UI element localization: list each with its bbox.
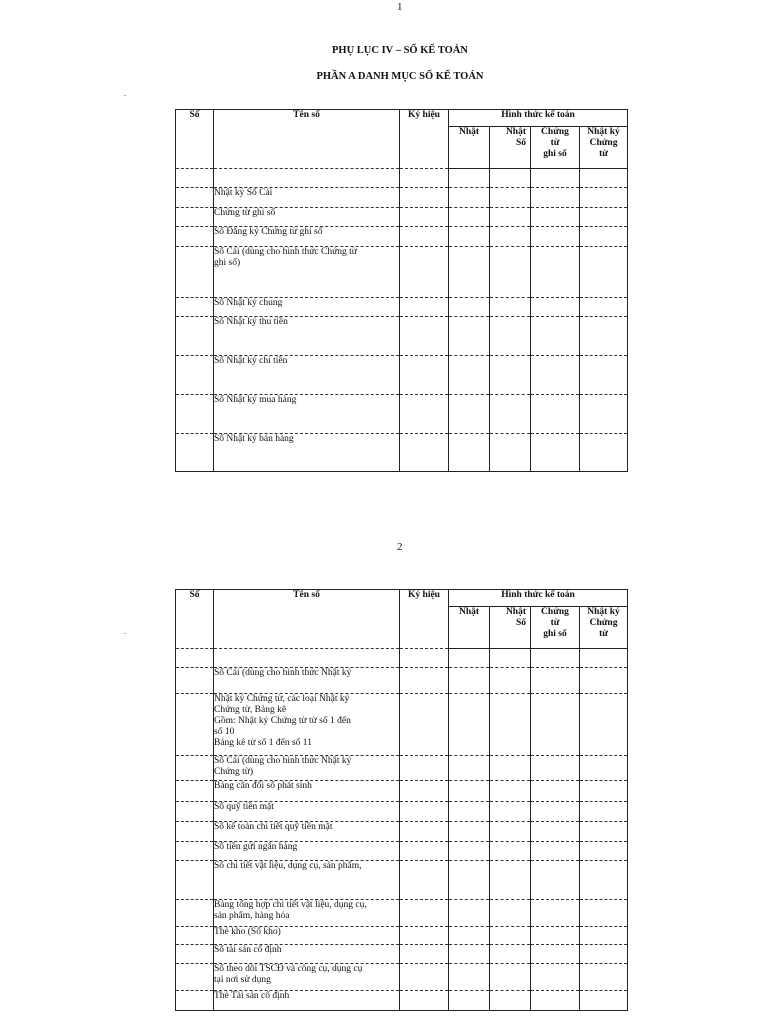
table-cell — [490, 649, 531, 668]
table-cell — [400, 842, 449, 861]
table-cell — [176, 356, 214, 395]
table-cell — [214, 649, 400, 668]
table-cell — [400, 861, 449, 900]
table-cell — [490, 945, 531, 964]
table-cell — [176, 668, 214, 694]
page-number: 1 — [397, 1, 403, 13]
table-cell — [449, 208, 490, 227]
table-cell — [176, 964, 214, 991]
table-cell — [531, 649, 580, 668]
ledger-name-text: Chứng từ ghi sổ — [214, 208, 276, 218]
table-cell — [580, 842, 628, 861]
table-cell — [449, 434, 490, 472]
table-cell — [531, 298, 580, 317]
col-header-ky-hieu: Ký hiệu — [400, 590, 449, 649]
table-row — [176, 945, 628, 964]
table-cell — [449, 227, 490, 247]
table-row — [176, 208, 628, 227]
ledger-name-text: Sổ quỹ tiền mặt — [214, 802, 274, 812]
col-header-hinh-thuc: Hình thức kế toán — [449, 110, 628, 127]
ledger-name — [214, 395, 400, 434]
table-cell — [214, 169, 400, 188]
table-cell — [176, 247, 214, 298]
ledger-name — [214, 802, 400, 822]
table-cell — [580, 927, 628, 945]
ledger-name — [214, 247, 400, 298]
ledger-name-text: Sổ Cái (dùng cho hình thức Nhật ký Chứng từ) — [214, 756, 352, 777]
table-row — [176, 842, 628, 861]
table-cell — [490, 842, 531, 861]
table-cell — [490, 395, 531, 434]
ledger-name-text: Bảng cân đối số phát sinh — [214, 781, 312, 791]
table-cell — [580, 668, 628, 694]
table-cell — [449, 861, 490, 900]
table-cell — [400, 298, 449, 317]
table-row-blank — [176, 649, 628, 668]
table-cell — [531, 927, 580, 945]
table-cell — [580, 317, 628, 356]
table-cell — [176, 298, 214, 317]
table-cell — [400, 668, 449, 694]
table-cell — [400, 927, 449, 945]
table-cell — [490, 822, 531, 842]
col-header-chung-tu-ghi-so: Chứng từ ghi sổ — [531, 607, 580, 649]
ledger-name-text: Sổ tiền gửi ngân hàng — [214, 842, 298, 852]
table-row-blank — [176, 169, 628, 188]
table-cell — [531, 169, 580, 188]
table-row — [176, 395, 628, 434]
col-header-nhat: Nhật — [449, 607, 490, 649]
table-cell — [531, 208, 580, 227]
ledger-name — [214, 208, 400, 227]
table-row — [176, 900, 628, 927]
table-cell — [490, 927, 531, 945]
table-row — [176, 781, 628, 802]
table-cell — [490, 188, 531, 208]
table-cell — [449, 668, 490, 694]
table-cell — [176, 991, 214, 1011]
ledger-name-text: Sổ theo dõi TSCĐ và công cụ, dụng cụ tại nơi sử dụng — [214, 964, 363, 985]
table-cell — [490, 434, 531, 472]
table-cell — [449, 822, 490, 842]
table-cell — [449, 802, 490, 822]
ledger-name — [214, 822, 400, 842]
table-cell — [531, 356, 580, 395]
table-cell — [531, 991, 580, 1011]
table-cell — [531, 694, 580, 756]
table-cell — [449, 694, 490, 756]
table-cell — [580, 356, 628, 395]
col-header-ten-so: Tên sổ — [214, 110, 400, 169]
table-cell — [176, 395, 214, 434]
ledger-name-text: Sổ Cái (dùng cho hình thức Chứng từ ghi sổ) — [214, 247, 357, 268]
table-row — [176, 247, 628, 298]
ledger-name — [214, 694, 400, 756]
ledger-name-text: Sổ Cái (dùng cho hình thức Nhật ký — [214, 668, 352, 678]
ledger-name — [214, 781, 400, 802]
table-cell — [490, 208, 531, 227]
appendix-title: PHỤ LỤC IV – SỔ KẾ TOÁN — [332, 45, 468, 56]
table-cell — [580, 208, 628, 227]
table-cell — [449, 169, 490, 188]
ledger-name — [214, 945, 400, 964]
table-cell — [449, 991, 490, 1011]
table-cell — [400, 188, 449, 208]
table-cell — [580, 694, 628, 756]
table-cell — [580, 298, 628, 317]
ledger-name — [214, 964, 400, 991]
table-row — [176, 861, 628, 900]
ledger-name-text: Sổ Nhật ký thu tiền — [214, 317, 288, 327]
table-row — [176, 227, 628, 247]
table-cell — [531, 668, 580, 694]
col-header-nhat-so: Nhật Sổ — [490, 127, 531, 169]
col-header-ten-so: Tên sổ — [214, 590, 400, 649]
table-cell — [449, 317, 490, 356]
table-cell — [400, 649, 449, 668]
table-cell — [176, 169, 214, 188]
ledger-name-text: Sổ Nhật ký chi tiền — [214, 356, 288, 366]
table-cell — [490, 802, 531, 822]
ledger-name — [214, 668, 400, 694]
table-cell — [176, 802, 214, 822]
table-cell — [580, 247, 628, 298]
table-cell — [400, 395, 449, 434]
table-cell — [531, 434, 580, 472]
table-row — [176, 317, 628, 356]
table-cell — [176, 188, 214, 208]
ledger-name-text: Sổ Nhật ký bán hàng — [214, 434, 294, 444]
table-cell — [400, 247, 449, 298]
table-row — [176, 188, 628, 208]
ledger-name-text: Sổ kế toán chi tiết quỹ tiền mặt — [214, 822, 333, 832]
table-cell — [490, 756, 531, 781]
ledger-name-text: Sổ Đăng ký Chứng từ ghi sổ — [214, 227, 323, 237]
ledger-name — [214, 356, 400, 395]
table-cell — [490, 781, 531, 802]
ledger-name-text: Sổ chi tiết vật liệu, dụng cụ, sản phẩm, — [214, 861, 362, 871]
ledger-name — [214, 227, 400, 247]
table-cell — [176, 861, 214, 900]
margin-dot: . — [124, 627, 126, 636]
table-cell — [531, 842, 580, 861]
table-cell — [400, 781, 449, 802]
table-cell — [400, 945, 449, 964]
table-cell — [449, 842, 490, 861]
table-cell — [580, 900, 628, 927]
table-cell — [531, 227, 580, 247]
table-cell — [580, 781, 628, 802]
table-cell — [176, 649, 214, 668]
table-cell — [580, 395, 628, 434]
table-cell — [400, 356, 449, 395]
ledger-name-text: Nhật ký Chứng từ, các loại Nhật ký Chứng từ, Bảng kê Gồm: Nhật ký Chứng từ từ số 1 đến số 10 Bảng kê từ số 1 đến số 11 — [214, 694, 351, 748]
table-cell — [400, 900, 449, 927]
table-cell — [531, 964, 580, 991]
table-cell — [531, 395, 580, 434]
ledger-name-text: Sổ tài sản cố định — [214, 945, 282, 955]
table-cell — [449, 927, 490, 945]
table-cell — [449, 781, 490, 802]
table-cell — [449, 756, 490, 781]
table-cell — [490, 991, 531, 1011]
ledger-name-text: Thẻ kho (Sổ kho) — [214, 927, 281, 937]
table-row — [176, 298, 628, 317]
table-cell — [490, 298, 531, 317]
col-header-nhat-ky-chung-tu: Nhật ký Chứng từ — [580, 127, 628, 169]
table-cell — [580, 861, 628, 900]
ledger-name — [214, 991, 400, 1011]
table-row — [176, 822, 628, 842]
table-cell — [176, 822, 214, 842]
table-cell — [176, 927, 214, 945]
ledger-name-text: Thẻ Tài sản cố định — [214, 991, 290, 1001]
table-cell — [531, 900, 580, 927]
table-cell — [449, 900, 490, 927]
ledger-name — [214, 861, 400, 900]
ledger-name-text: Bảng tổng hợp chi tiết vật liệu, dụng cụ, sản phẩm, hàng hóa — [214, 900, 367, 921]
table-row — [176, 964, 628, 991]
table-cell — [400, 964, 449, 991]
table-cell — [176, 945, 214, 964]
table-cell — [531, 861, 580, 900]
table-row — [176, 991, 628, 1011]
table-cell — [400, 434, 449, 472]
ledger-name — [214, 927, 400, 945]
table-cell — [531, 802, 580, 822]
col-header-so: Số — [176, 590, 214, 649]
margin-dot: . — [124, 89, 126, 98]
table-row — [176, 802, 628, 822]
ledger-name-text: Nhật ký Sổ Cái — [214, 188, 273, 198]
ledger-name-text: Sổ Nhật ký chung — [214, 298, 283, 308]
table-cell — [400, 169, 449, 188]
table-cell — [176, 900, 214, 927]
table-cell — [490, 668, 531, 694]
ledger-name — [214, 900, 400, 927]
table-cell — [490, 964, 531, 991]
col-header-chung-tu-ghi-so: Chứng từ ghi sổ — [531, 127, 580, 169]
table-cell — [580, 169, 628, 188]
table-cell — [449, 945, 490, 964]
table-cell — [531, 317, 580, 356]
table-cell — [531, 781, 580, 802]
col-header-nhat: Nhật — [449, 127, 490, 169]
ledger-table — [175, 589, 628, 1011]
table-cell — [176, 434, 214, 472]
table-cell — [580, 227, 628, 247]
table-cell — [449, 649, 490, 668]
table-cell — [580, 434, 628, 472]
ledger-name — [214, 756, 400, 781]
table-cell — [449, 298, 490, 317]
table-cell — [580, 188, 628, 208]
table-cell — [490, 694, 531, 756]
table-cell — [449, 247, 490, 298]
ledger-name — [214, 317, 400, 356]
table-cell — [176, 842, 214, 861]
page-number: 2 — [397, 541, 403, 553]
col-header-so: Số — [176, 110, 214, 169]
col-header-ky-hieu: Ký hiệu — [400, 110, 449, 169]
table-cell — [531, 756, 580, 781]
table-cell — [449, 188, 490, 208]
table-cell — [400, 227, 449, 247]
table-cell — [400, 802, 449, 822]
table-cell — [490, 317, 531, 356]
table-cell — [531, 822, 580, 842]
table-cell — [490, 247, 531, 298]
table-cell — [176, 208, 214, 227]
table-row — [176, 756, 628, 781]
table-cell — [176, 781, 214, 802]
ledger-name — [214, 842, 400, 861]
table-cell — [580, 822, 628, 842]
ledger-name — [214, 298, 400, 317]
table-cell — [531, 188, 580, 208]
table-row — [176, 434, 628, 472]
table-cell — [400, 694, 449, 756]
ledger-name-text: Sổ Nhật ký mua hàng — [214, 395, 297, 405]
table-cell — [490, 900, 531, 927]
table-cell — [580, 756, 628, 781]
ledger-table — [175, 109, 628, 472]
table-cell — [580, 964, 628, 991]
table-cell — [490, 861, 531, 900]
table-cell — [531, 945, 580, 964]
table-row — [176, 927, 628, 945]
table-cell — [580, 802, 628, 822]
table-cell — [400, 208, 449, 227]
table-cell — [400, 317, 449, 356]
col-header-nhat-so: Nhật Sổ — [490, 607, 531, 649]
table-row — [176, 356, 628, 395]
table-row — [176, 694, 628, 756]
table-cell — [176, 756, 214, 781]
ledger-name — [214, 188, 400, 208]
table-cell — [580, 991, 628, 1011]
table-cell — [531, 247, 580, 298]
table-cell — [490, 169, 531, 188]
col-header-nhat-ky-chung-tu: Nhật ký Chứng từ — [580, 607, 628, 649]
table-cell — [490, 356, 531, 395]
col-header-hinh-thuc: Hình thức kế toán — [449, 590, 628, 607]
ledger-name — [214, 434, 400, 472]
table-cell — [449, 356, 490, 395]
table-cell — [449, 395, 490, 434]
section-title: PHẦN A DANH MỤC SỔ KẾ TOÁN — [316, 71, 484, 82]
table-cell — [449, 964, 490, 991]
table-cell — [580, 945, 628, 964]
table-cell — [400, 822, 449, 842]
table-cell — [580, 649, 628, 668]
table-cell — [176, 694, 214, 756]
table-row — [176, 668, 628, 694]
table-cell — [176, 317, 214, 356]
table-cell — [490, 227, 531, 247]
table-cell — [176, 227, 214, 247]
table-cell — [400, 756, 449, 781]
table-cell — [400, 991, 449, 1011]
